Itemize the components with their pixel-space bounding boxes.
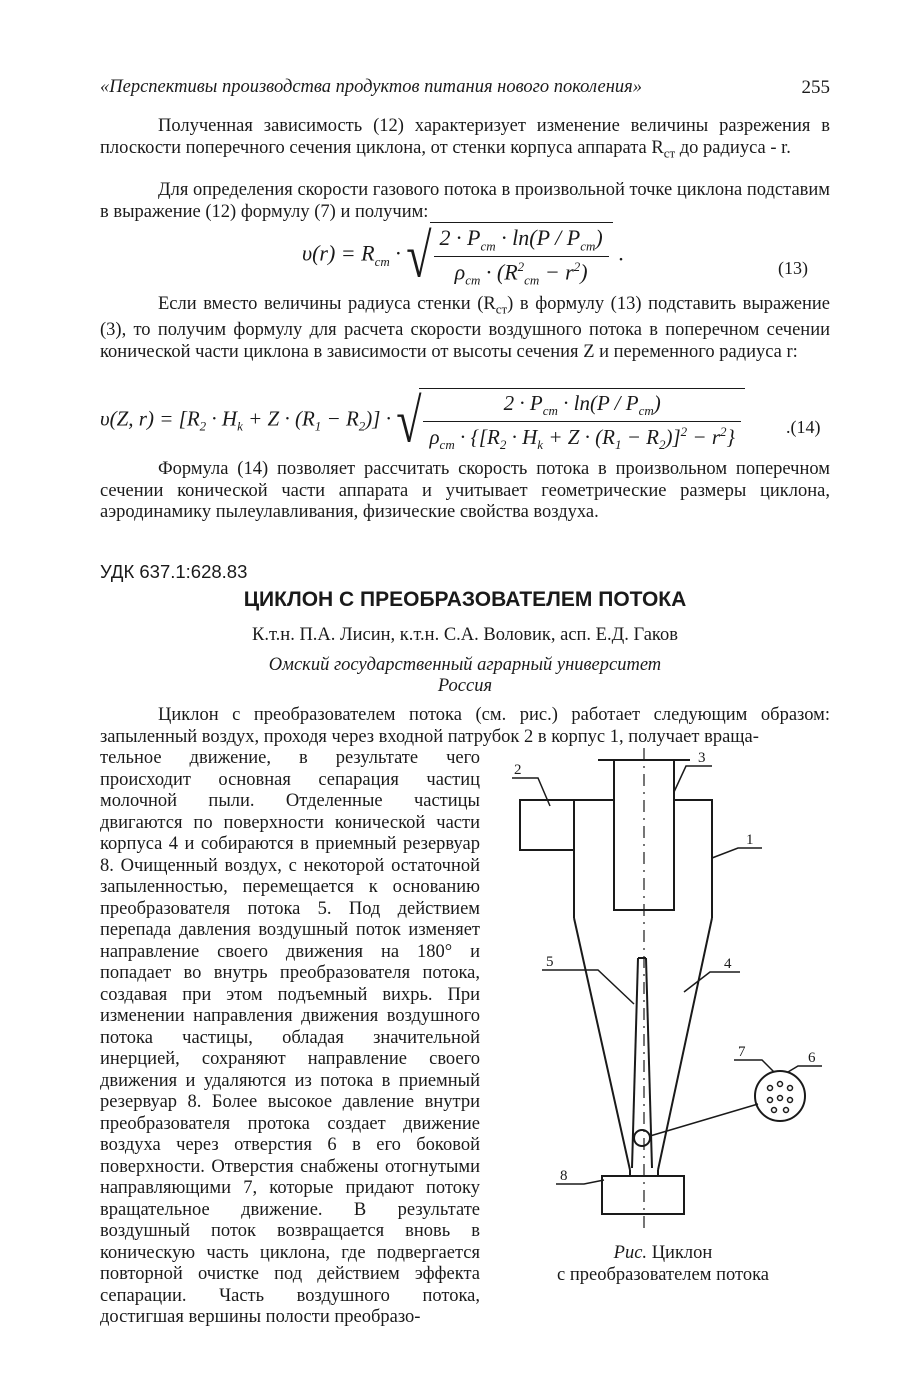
holes-dots bbox=[768, 1082, 793, 1113]
converter-hole bbox=[634, 1130, 650, 1146]
equation-14: υ(Z, $r) = [R_2 \cdot H_k + Z \cdot (R_1 - R_2)]$ · √ $\frac{2 \cdot P_{cm} \cdot \ln(P / P_{cm})}{\rho_{cm} \cdot \{[R_2 \cdot H_k + Z \cdot (R_1 - R_2)]^2 - r^2\}}$ bbox=[100, 388, 745, 453]
leader-1 bbox=[712, 848, 762, 858]
inlet-pipe bbox=[520, 800, 574, 850]
article-authors: К.т.н. П.А. Лисин, к.т.н. С.А. Воловик, асп. Е.Д. Гаков bbox=[252, 625, 678, 645]
equation-13-number: (13) bbox=[778, 258, 808, 278]
paragraph-body: тельное движение, в результате чего происходит основная сепарация частиц молочной пыли. Отделенные частицы двигаются по поверхности конической части корпуса 4 и собираются в приемный резервуар 8. Очищенный воздух, с некоторой остаточной запыленностью, перемещается к основанию преобразователя потока 5. Под действием перепада давления воздушный поток изменяет направление своего движения на 180° и попадает во внутрь преобразователя потока, создавая при этом подъемный вихрь. При изменении направления движения воздушного потока частицы, обладая значительной инерцией, сохраняют направление своего движения и удаляются из потока в приемный резервуар 8. Более высокое давление внутри преобразователя протока создает движение воздуха через отверстия 6 в его боковой поверхности. Отверстия снабжены отогнутыми направляющими 7, которые придают потоку вращательное движение. В результате воздушный поток возвращается вновь в коническую часть циклона, где подвергается повторной очистке под действием эффекта сепарации. Часть воздушного потока, достигшая вершины полости преобразо- bbox=[100, 748, 480, 1327]
caption-prefix: Рис. bbox=[613, 1243, 648, 1263]
article-title: ЦИКЛОН С ПРЕОБРАЗОВАТЕЛЕМ ПОТОКА bbox=[243, 588, 687, 611]
figure-caption bbox=[498, 1243, 828, 1286]
label-3: 3 bbox=[698, 750, 706, 766]
leader-6 bbox=[788, 1066, 822, 1072]
country-name: Россия bbox=[437, 676, 493, 696]
cone-left-wall bbox=[574, 918, 630, 1170]
cyclone-diagram bbox=[498, 748, 828, 1248]
leader-3 bbox=[674, 766, 712, 792]
running-head: «Перспективы производства продуктов питания нового поколения» bbox=[100, 77, 642, 97]
receiver-tank bbox=[602, 1176, 684, 1214]
leader-7 bbox=[734, 1060, 774, 1072]
caption-line-1: Циклон bbox=[647, 1243, 713, 1263]
paragraph-intro: Циклон с преобразователем потока (см. рис.) работает следующим образом: запыленный воздух, проходя через входной патрубок 2 в корпус 1, получает враща- bbox=[100, 705, 830, 747]
caption-line-2: с преобразователем потока bbox=[557, 1264, 769, 1285]
leader-5 bbox=[542, 970, 634, 1004]
detail-leader bbox=[650, 1104, 758, 1136]
institution bbox=[100, 655, 830, 697]
paragraph-dependence: Полученная зависимость (12) характеризует изменение величины разрежения в плоскости поперечного сечения циклона, от стенки корпуса аппарата $R_{ст}$ до радиуса - r. bbox=[100, 116, 830, 161]
label-4: 4 bbox=[724, 956, 732, 972]
paragraph-substitution: Если вместо величины радиуса стенки $(R_{ст})$ в формулу (13) подставить выражение (3), то получим формулу для расчета скорости воздушного потока в поперечном сечении конической части циклона в зависимости от высоты сечения Z и переменного радиуса r: bbox=[100, 294, 830, 362]
label-5: 5 bbox=[546, 954, 554, 970]
equation-13: $\upsilon(r) = R_{cm}$ · √ $\frac{2 \cdot P_{cm} \cdot \ln(P / P_{cm})}{\rho_{cm} \cdot (R^2_{cm} - r^2)}$ . bbox=[302, 221, 624, 290]
label-2: 2 bbox=[514, 762, 522, 778]
label-1: 1 bbox=[746, 832, 754, 848]
leader-4 bbox=[684, 972, 740, 992]
paragraph-velocity-intro: Для определения скорости газового потока в произвольной точке циклона подставим в выражение (12) формулу (7) и получим: bbox=[100, 180, 830, 222]
leader-2 bbox=[512, 778, 550, 806]
paragraph-formula-14-use: Формула (14) позволяет рассчитать скорость потока в произвольном поперечном сечении конической части аппарата и учитывает геометрические размеры циклона, аэродинамику пылеулавливания, физические свойства воздуха. bbox=[100, 459, 830, 522]
page-number: 255 bbox=[801, 77, 830, 98]
label-6: 6 bbox=[808, 1050, 816, 1066]
label-8: 8 bbox=[560, 1168, 568, 1184]
label-7: 7 bbox=[738, 1044, 746, 1060]
university-name: Омский государственный аграрный университет bbox=[268, 655, 662, 675]
equation-14-number: .(14) bbox=[786, 417, 821, 437]
udk-code: УДК 637.1:628.83 bbox=[100, 561, 248, 582]
cone-right-wall bbox=[658, 918, 712, 1170]
body-top-right bbox=[674, 800, 712, 918]
